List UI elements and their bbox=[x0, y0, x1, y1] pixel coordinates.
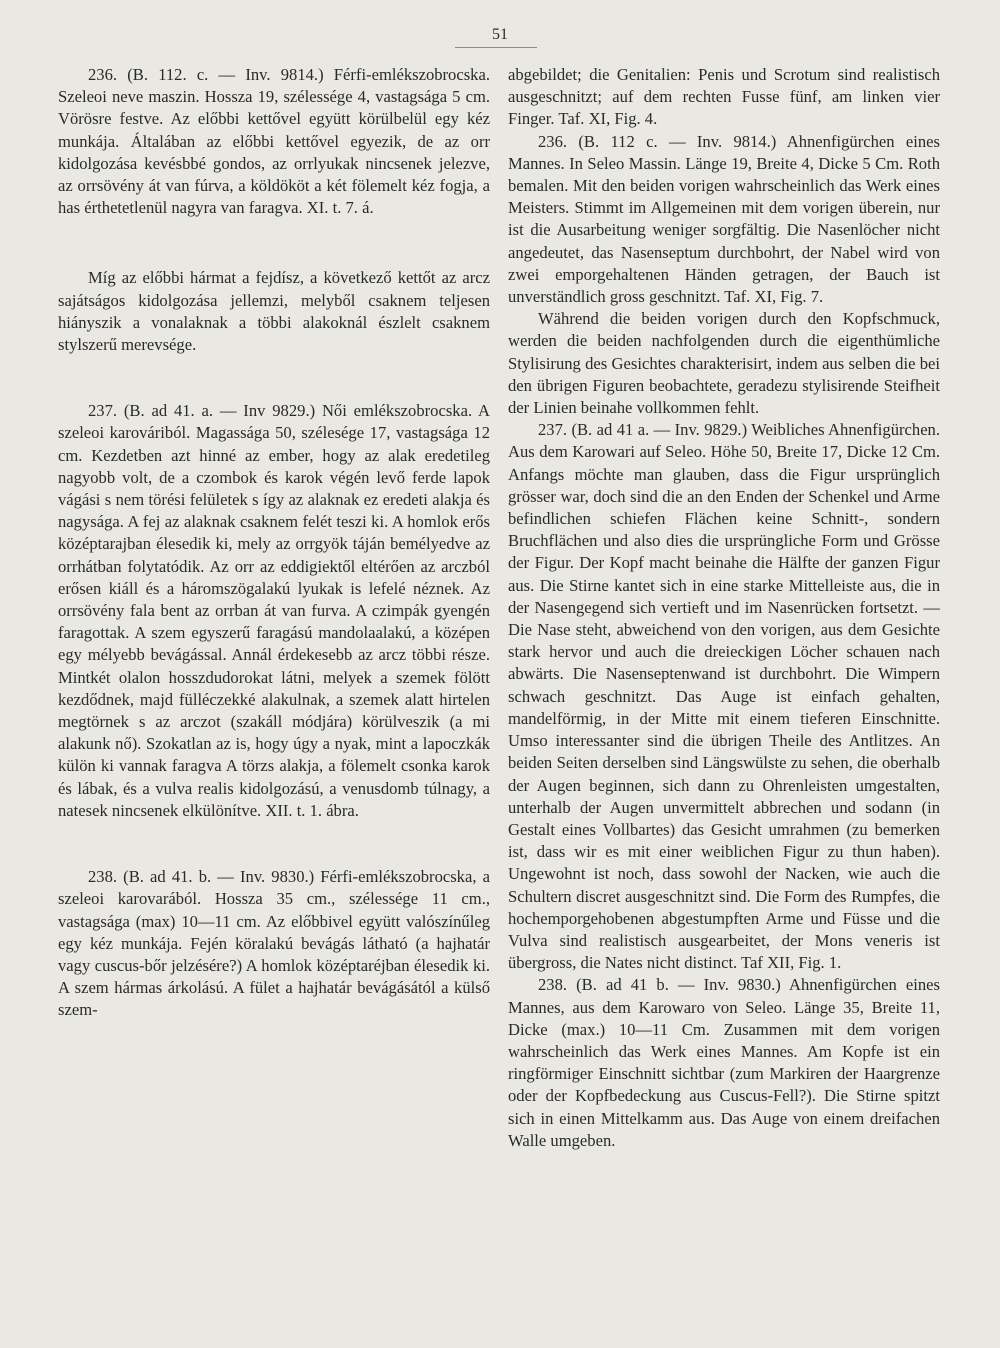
page-number-rule bbox=[455, 47, 537, 48]
entry-236-de: 236. (B. 112 c. — Inv. 9814.) Ahnenfigürchen eines Mannes. In Seleo Massin. Länge 19, Breite 4, Dicke 5 Cm. Roth bemalen. Mit den beiden vorigen wahrscheinlich das Werk eines Meisters. Stimmt im Allgemeinen mit dem vorigen überein, nur ist die Ausarbeitung weniger sorgfältig. Die Nasenlöcher nicht angedeutet, das Nasenseptum durchbohrt, der Nabel wird von zwei emporgehaltenen Händen getragen, der Bauch ist unverständlich gross geschnitzt. Taf. XI, Fig. 7. bbox=[508, 131, 940, 307]
entry-236-hu: 236. (B. 112. c. — Inv. 9814.) Férfi-emlékszobrocska. Szeleoi neve maszin. Hossza 19, szélessége 4, vastagsága 5 cm. Vörösre festve. Az előbbi kettővel együtt körülbelül egy kéz munkája. Általában az előbbi kettővel egyezik, de az orr kidolgozása kevésbbé gondos, az orrlyukak nincsenek jelezve, az orrsövény át van fúrva, a köldököt a két fölemelt kéz fogja, a has érthetetlenül nagyra van faragva. XI. t. 7. á. bbox=[58, 65, 490, 218]
section-intro-de: Während die beiden vorigen durch den Kopfschmuck, werden die beiden nachfolgenden durch die eigenthümliche Stylisirung des Gesichtes charakterisirt, indem aus selben die bei den übrigen Figuren beobachtete, geradezu stylisirende Steifheit der Linien beinahe vollkommen fehlt. bbox=[508, 309, 940, 418]
page-number: 51 bbox=[492, 26, 508, 43]
hungarian-column bbox=[58, 64, 490, 1022]
entry-238-de: 238. (B. ad 41 b. — Inv. 9830.) Ahnenfigürchen eines Mannes, aus dem Karowaro von Seleo. Länge 35, Breite 11, Dicke (max.) 10—11 Cm. Zusammen mit dem vorigen wahrscheinlich das Werk eines Mannes. Am Kopfe ist ein ringförmiger Einschnitt sichtbar (zum Markiren der Haargrenze oder der Kopfbedeckung aus Cuscus-Fell?). Die Stirne spitzt sich in einen Mittelkamm aus. Das Auge von einem dreifachen Walle umgeben. bbox=[508, 975, 940, 1150]
entry-238-hu: 238. (B. ad 41. b. — Inv. 9830.) Férfi-emlékszobrocska, a szeleoi karovarából. Hossza 35 cm., szélessége 11 cm., vastagsága (max) 10—11 cm. Az előbbivel együtt valószínűleg egy kéz munkája. Fején köralakú bevágás látható (a hajhatár vagy cuscus-bőr jelzésére?) A homlok középtaréjban élesedik ki. A szem hármas árkolású. A fület a hajhatár bevágásától a külső szem- bbox=[58, 867, 490, 1020]
spacer bbox=[58, 822, 490, 866]
spacer bbox=[58, 356, 490, 400]
continuation-de: abgebildet; die Genitalien: Penis und Scrotum sind realistisch ausgeschnitzt; auf dem rechten Fusse fünf, am linken vier Finger. Taf. XI, Fig. 4. bbox=[508, 65, 940, 129]
section-intro-hu: Míg az előbbi hármat a fejdísz, a következő kettőt az arcz sajátságos kidolgozása jellemzi, melyből csaknem teljesen hiányszik a vonalaknak a többi alakoknál észlelt csaknem stylszerű merevsége. bbox=[58, 268, 490, 355]
entry-237-de: 237. (B. ad 41 a. — Inv. 9829.) Weibliches Ahnenfigürchen. Aus dem Karowari auf Seleo. Höhe 50, Breite 17, Dicke 12 Cm. Anfangs möchte man glauben, dass die Figur ursprünglich grösser war, doch sind die an den Enden der Schenkel und Arme befindlichen schiefen Flächen keine Schnitt-, sondern Bruchflächen und also dies die ursprüngliche Form und Grösse der Figur. Der Kopf macht beinahe die Hälfte der ganzen Figur aus. Die Stirne kantet sich in eine starke Mittelleiste aus, die in der Nasengegend sich vertieft und im Nasenrücken fortsetzt. — Die Nase steht, abweichend von den vorigen, aus dem Gesichte stark hervor und auch die dreieckigen Löcher schauen nach abwärts. Die Nasenseptenwand ist durchbohrt. Die Wimpern schwach geschnitzt. Das Auge ist einfach gehalten, mandelförmig, in der Mitte mit einem tieferen Einschnitte. Umso interessanter sind die übrigen Theile des Antlitzes. An beiden Seiten derselben sind Längswülste zu sehen, die oberhalb der Augen beginnen, sich dann zu Ohrenleisten umgestalten, unterhalb der Augen unvermittelt abbrechen und sodann (in Gestalt eines Vollbartes) das Gesicht umrahmen (zu bemerken ist, dass wir es mit einer weiblichen Figur zu thun haben). Ungewohnt ist noch, dass sowohl der Nacken, wie auch die Schultern discret ausgeschnitzt sind. Die Form des Rumpfes, die hochemporgehobenen abgestumpften Arme und Füsse und die Vulva sind realistisch ausgearbeitet, der Mons veneris ist übergross, die Nates nicht distinct. Taf XII, Fig. 1. bbox=[508, 420, 940, 973]
spacer bbox=[58, 219, 490, 267]
german-column bbox=[508, 64, 940, 1152]
entry-237-hu: 237. (B. ad 41. a. — Inv 9829.) Női emlékszobrocska. A szeleoi karováriból. Magassága 50, szélesége 17, vastagsága 12 cm. Kezdetben azt hinné az ember, hogy az alak eredetileg nagyobb volt, de a czombok és karok végén levő ferde lapok vágási s nem törési felületek s így az alaknak ez eredeti alakja és nagysága. A fej az alaknak csaknem felét teszi ki. A homlok erős középtarajban élesedik ki, mely az orrgyök táján bemélyedve az orrhátban folytatódik. Az orr az eddigiektől eltérően az arczból erősen kiáll és a háromszögalakú lyukak is lefelé néznek. Az orrsövény fala bent az orrban át van furva. A czimpák gyengén faragottak. A szem egyszerű faragású mandolaalakú, a középen egy mélyebb bevágással. Annál érdekesebb az arcz többi része. Mintkét olalon hosszdudorokat látni, melyek a szemek fölött kezdődnek, majd fülléczekké alakulnak, a szemek alatt hirtelen megtörnek s az arczot (szakáll módjára) körülveszik (a mi alakunk nő). Szokatlan az is, hogy úgy a nyak, mint a lapoczkák külön ki vannak faragva A törzs alakja, a fölemelt csonka karok és lábak, és a vulva realis kidolgozású, a venusdomb túlnagy, a natesek nincsenek elkülönítve. XII. t. 1. ábra. bbox=[58, 401, 490, 820]
